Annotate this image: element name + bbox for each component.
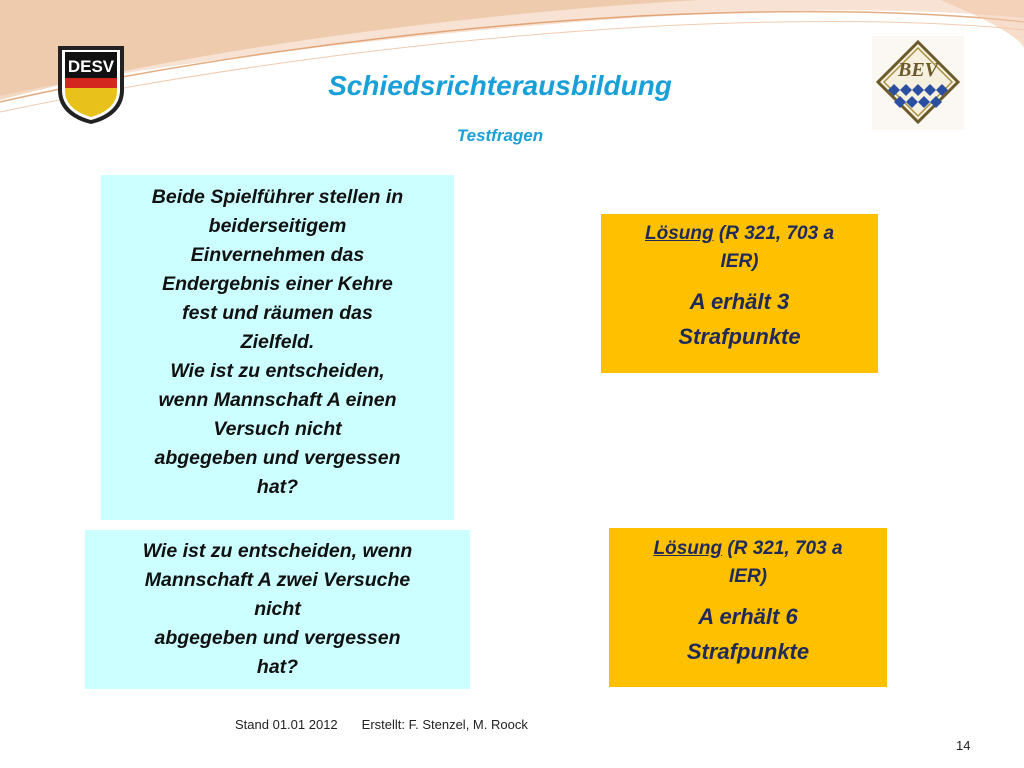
page-number: 14 bbox=[956, 738, 971, 753]
answer-result-line1: A erhält 3 bbox=[689, 289, 790, 314]
question-box-1 bbox=[101, 175, 454, 520]
answer-result bbox=[617, 599, 879, 669]
answer-reference bbox=[609, 220, 870, 276]
page-subtitle: Testfragen bbox=[456, 126, 544, 145]
question-line: Mannschaft A zwei Versuche bbox=[144, 569, 411, 591]
footer-date: Stand 01.01 2012 bbox=[235, 717, 338, 732]
question-line: abgegeben und vergessen bbox=[154, 447, 401, 469]
footer-authors: Erstellt: F. Stenzel, M. Roock bbox=[361, 717, 528, 732]
answer-result bbox=[609, 284, 870, 354]
svg-text:BEV: BEV bbox=[897, 59, 939, 81]
answer-reference bbox=[617, 535, 879, 591]
answer-ref-line2: IER) bbox=[729, 566, 767, 587]
question-box-2 bbox=[85, 530, 470, 689]
question-line: Endergebnis einer Kehre bbox=[162, 273, 393, 295]
answer-ref-line1: (R 321, 703 a bbox=[722, 538, 843, 559]
answer-label: Lösung bbox=[644, 223, 714, 244]
question-line: wenn Mannschaft A einen bbox=[158, 389, 397, 411]
answer-label: Lösung bbox=[653, 538, 723, 559]
question-line: Zielfeld. bbox=[240, 331, 315, 353]
page-title: Schiedsrichterausbildung bbox=[328, 70, 672, 101]
answer-result-line2: Strafpunkte bbox=[678, 324, 801, 349]
question-line: Wie ist zu entscheiden, wenn bbox=[142, 540, 413, 562]
answer-box-2 bbox=[609, 528, 887, 687]
question-line: nicht bbox=[254, 598, 301, 620]
question-line: Einvernehmen das bbox=[190, 244, 365, 266]
question-line: fest und räumen das bbox=[182, 302, 373, 324]
question-line: beiderseitigem bbox=[208, 215, 347, 237]
footer bbox=[235, 717, 528, 732]
question-line: Beide Spielführer stellen in bbox=[151, 186, 404, 208]
question-line: Wie ist zu entscheiden, bbox=[170, 360, 385, 382]
question-line: abgegeben und vergessen bbox=[154, 627, 401, 649]
answer-result-line2: Strafpunkte bbox=[686, 639, 810, 664]
answer-ref-line2: IER) bbox=[720, 251, 759, 272]
answer-ref-line1: (R 321, 703 a bbox=[713, 223, 835, 244]
answer-box-1 bbox=[601, 214, 878, 373]
question-line: hat? bbox=[256, 656, 299, 678]
svg-text:DESV: DESV bbox=[67, 57, 115, 76]
question-line: hat? bbox=[256, 476, 299, 498]
question-line: Versuch nicht bbox=[213, 418, 342, 440]
answer-result-line1: A erhält 6 bbox=[698, 604, 798, 629]
